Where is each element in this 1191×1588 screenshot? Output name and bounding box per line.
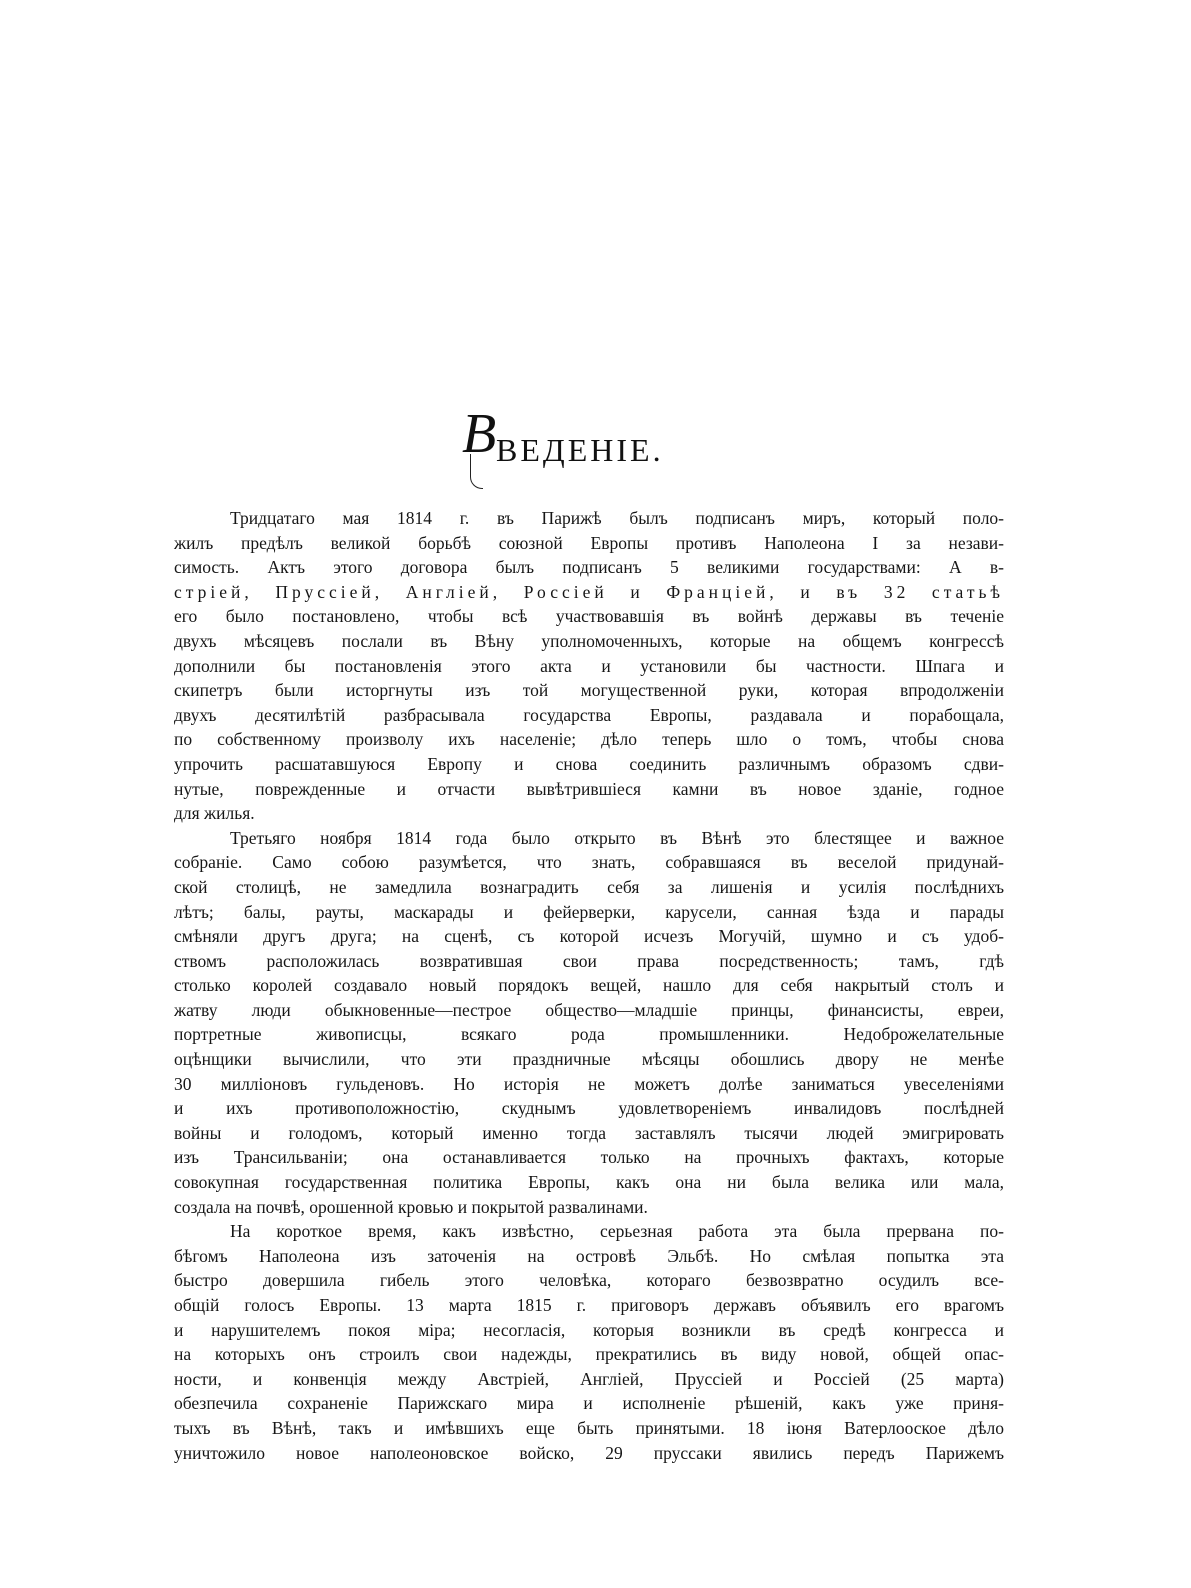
text-line: создала на почвѣ, орошенной кровью и покрытой развалинами. [174,1196,648,1217]
text-line: двухъ мѣсяцевъ послали въ Вѣну уполномоченныхъ, которые на общемъ конгрессѣ [174,630,1004,651]
text-line: жатву люди обыкновенные—пестрое общество—младшіе принцы, финансисты, евреи, [174,999,1004,1020]
text-line: стріей, Пруссіей, Англіей, Россіей и Франціей, и въ 32 статьѣ [174,581,1004,602]
text-line: бѣгомъ Наполеона изъ заточенія на островѣ Эльбѣ. Но смѣлая попытка эта [174,1245,1004,1266]
text-line: жилъ предѣлъ великой борьбѣ союзной Европы противъ Наполеона I за незави- [174,532,1004,553]
text-line: скипетръ были исторгнуты изъ той могущественной руки, которая впродолженіи [174,680,1004,701]
text-line: симость. Актъ этого договора былъ подписанъ 5 великими государствами: А в- [174,557,1004,578]
text-line: собраніе. Само собою разумѣется, что знать, собравшаяся въ веселой придунай- [174,852,1004,873]
text-line: на которыхъ онъ строилъ свои надежды, прекратились въ виду новой, общей опас- [174,1344,1004,1365]
text-line: ности, и конвенція между Австріей, Англіей, Пруссіей и Россіей (25 марта) [174,1368,1004,1389]
text-line: нутые, поврежденные и отчасти вывѣтрившіеся камни въ новое зданіе, годное [174,778,1004,799]
text-line: тыхъ въ Вѣнѣ, такъ и имѣвшихъ еще быть принятыми. 18 іюня Ватерлооское дѣло [174,1417,1004,1438]
body-text [174,506,1004,1465]
text-line: обезпечила сохраненіе Парижскаго мира и исполненіе рѣшеній, какъ уже приня- [174,1393,1004,1414]
text-line: дополнили бы постановленія этого акта и установили бы частности. Шпага и [174,655,1004,676]
chapter-heading [440,404,760,484]
text-line: по собственному произволу ихъ населеніе; дѣло теперь шло о томъ, чтобы снова [174,729,1004,750]
text-line: столько королей создавало новый порядокъ вещей, нашло для себя накрытый столъ и [174,975,1004,996]
text-line: оцѣнщики вычислили, что эти праздничные мѣсяцы обошлись двору не менѣе [174,1049,1004,1070]
text-line: 30 милліоновъ гульденовъ. Но исторія не можетъ долѣе заниматься увеселеніями [174,1073,1004,1094]
text-line: Третьяго ноября 1814 года было открыто въ Вѣнѣ это блестящее и важное [230,827,1004,848]
text-line: смѣняли другъ друга; на сценѣ, съ которой исчезъ Могучій, шумно и съ удоб- [174,926,1004,947]
text-line: На короткое время, какъ извѣстно, серьезная работа эта была прервана по- [230,1221,1004,1242]
text-line: двухъ десятилѣтій разбрасывала государства Европы, раздавала и порабощала, [174,704,1004,725]
text-line: совокупная государственная политика Европы, какъ она ни была велика или мала, [174,1172,1004,1193]
text-line: и ихъ противоположностію, скуднымъ удовлетвореніемъ инвалидовъ послѣдней [174,1098,1004,1119]
text-line: упрочить расшатавшуюся Европу и снова соединить различнымъ образомъ сдви- [174,753,1004,774]
text-line: для жилья. [174,803,255,824]
text-line: портретные живописцы, всякаго рода промышленники. Недоброжелательные [174,1024,1004,1045]
heading-title-text: ВЕДЕНІЕ. [496,432,664,468]
text-line: Тридцатаго мая 1814 г. въ Парижѣ былъ подписанъ миръ, который поло- [230,508,1004,528]
text-line: общій голосъ Европы. 13 марта 1815 г. приговоръ державъ объявилъ его врагомъ [174,1295,1004,1315]
text-line: войны и голодомъ, который именно тогда заставлялъ тысячи людей эмигрировать [174,1122,1004,1143]
text-line: и нарушителемъ покоя міра; несогласія, которыя возникли въ средѣ конгресса и [174,1319,1004,1340]
text-line: ской столицѣ, не замедлила вознаградить себя за лишенія и усилія послѣднихъ [174,876,1004,897]
text-line: уничтожило новое наполеоновское войско, 29 пруссаки явились передъ Парижемъ [174,1442,1004,1463]
heading-flourish [470,454,483,489]
text-line: его было постановлено, чтобы всѣ участвовавшія въ войнѣ державы въ теченіе [174,606,1004,627]
text-line: лѣтъ; балы, рауты, маскарады и фейерверки, карусели, санная ѣзда и парады [174,901,1004,922]
text-line: ствомъ расположилась возвратившая свои права посредственность; тамъ, гдѣ [174,950,1004,971]
text-line: изъ Трансильваніи; она останавливается только на прочныхъ фактахъ, которые [174,1147,1004,1168]
text-line: быстро довершила гибель этого человѣка, котораго безвозвратно осудилъ все- [174,1270,1004,1291]
heading-initial-letter: В [462,403,497,465]
